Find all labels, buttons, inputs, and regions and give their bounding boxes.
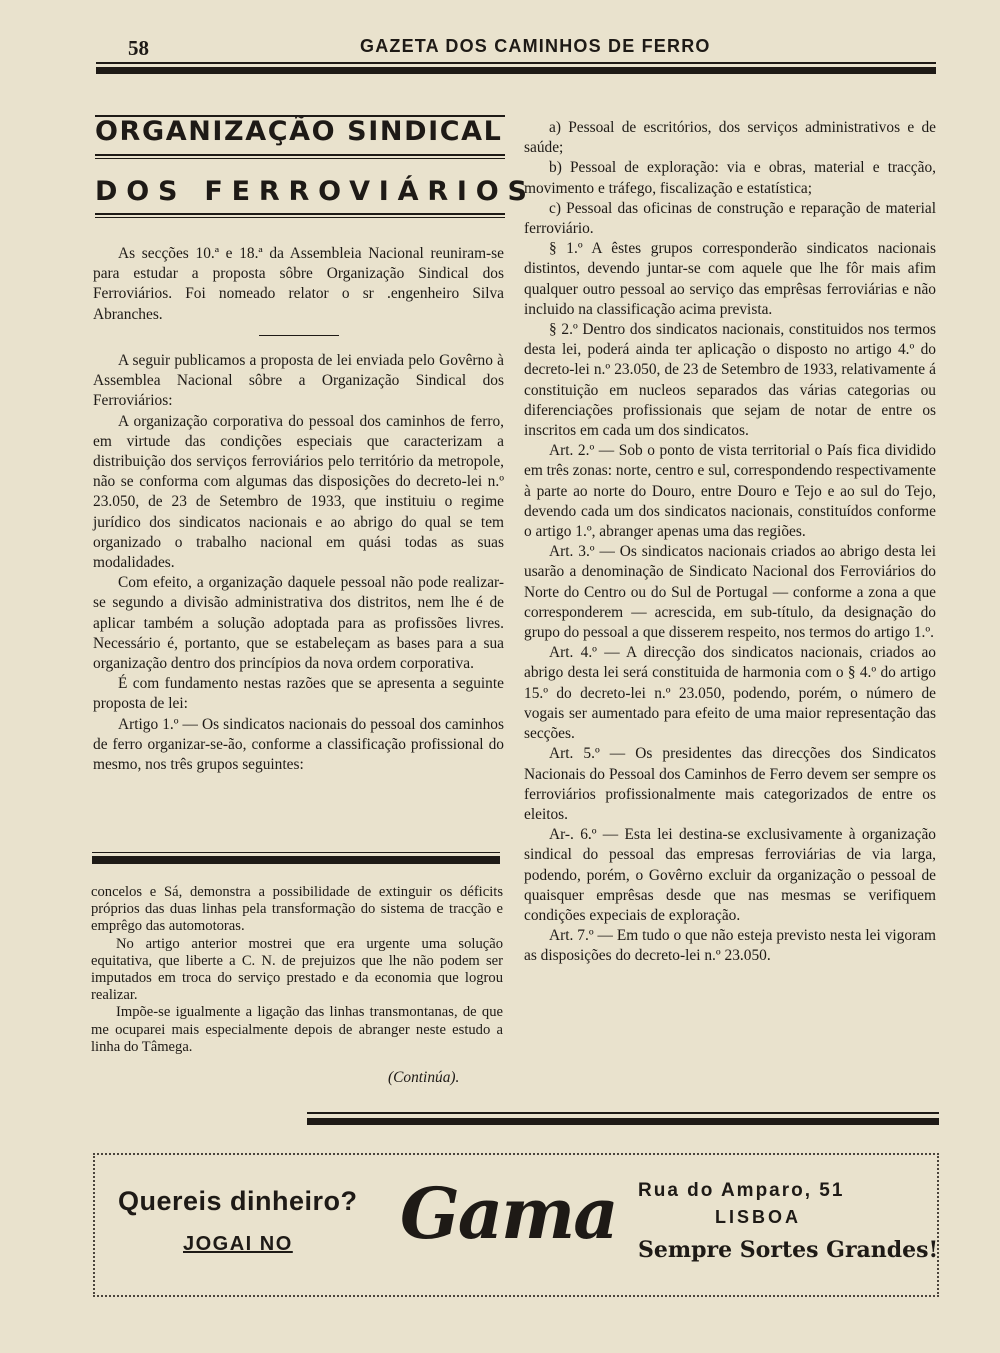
article-separator-thin — [92, 852, 500, 853]
article-title-line2: DOS FERROVIÁRIOS — [95, 176, 536, 207]
article-intro — [93, 244, 504, 325]
footer-rule-thick — [307, 1118, 939, 1125]
continued-paragraph: No artigo anterior mostrei que era urgente uma solução equitativa, que liberte a C. N. de prejuizos que lhe não podem ser imputados em troca do serviço prestado e da economia que logrou realizar. — [91, 935, 503, 1004]
intro-separator — [259, 335, 339, 336]
title-rule-bottom2 — [95, 217, 505, 218]
body-paragraph: É com fundamento nestas razões que se apresenta a seguinte proposta de lei: — [93, 675, 504, 713]
list-item-b: b) Pessoal de exploração: via e obras, material e tracção, movimento e tráfego, fiscalização e estatística; — [524, 159, 936, 197]
right-column — [524, 118, 936, 967]
continued-paragraph: concelos e Sá, demonstra a possibilidade de extinguir os déficits próprios das duas linhas pela transformação do sistema de tracção e emprêgo das automotoras. — [91, 884, 503, 935]
article-title-line1: ORGANIZAÇÃO SINDICAL — [95, 116, 503, 147]
intro-paragraph: As secções 10.ª e 18.ª da Assembleia Nacional reuniram-se para estudar a proposta sôbre Organização Sindical dos Ferroviários. Foi nomeado relator o sr .engenheiro Silva Abranches. — [93, 245, 504, 323]
article-7: Art. 7.º — Em tudo o que não esteja previsto nesta lei vigoram as disposições do decreto-lei n.º 23.050. — [524, 927, 936, 965]
body-paragraph: A seguir publicamos a proposta de lei enviada pelo Govêrno à Assemblea Nacional sôbre a Organização Sindical dos Ferroviários: — [93, 352, 504, 410]
article-4: Art. 4.º — A direcção dos sindicatos nacionais, criados ao abrigo desta lei será constituida de harmonia com o § 4.º do artigo 15.º do decreto-lei n.º 23.050, podendo, porém, o número de vogais ser aumentado para efeito de uma maior representação das secções. — [524, 644, 936, 743]
body-paragraph: A organização corporativa do pessoal dos caminhos de ferro, em virtude das condições especiais que caracterizam a distribuição dos serviços ferroviários pelo território da metropole, não se conforma com algumas das disposições do decreto-lei n.º 23.050, de 23 de Setembro de 1933, que instituiu o regime jurídico dos sindicatos nacionais e ao abrigo do qual se tem organizado o trabalho nacional em quási todas as suas modalidades. — [93, 412, 504, 572]
list-item-c: c) Pessoal das oficinas de construção e reparação de material ferroviário. — [524, 199, 936, 238]
header-rule-thick — [96, 67, 936, 74]
title-rule-mid1 — [95, 154, 505, 156]
title-rule-bottom1 — [95, 213, 505, 215]
continued-paragraph: Impõe-se igualmente a ligação das linhas transmontanas, de que me ocuparei mais especialmente depois de abranger neste estudo a linha do Tâmega. — [91, 1004, 503, 1055]
title-rule-mid2 — [95, 158, 505, 159]
continued-article — [91, 884, 503, 1056]
ad-headline: Quereis dinheiro? — [118, 1186, 358, 1216]
ad-address-street: Rua do Amparo, 51 — [638, 1180, 845, 1201]
article-2: Art. 2.º — Sob o ponto de vista territorial o País fica dividido em três zonas: norte, centro e sul, correspondendo respectivamente à parte ao norte do Douro, entre Douro e Tejo e ao sul do Tejo, devendo cada um dos sindicatos nacionais, constituídos conforme o artigo 1.º, abranger apenas uma das regiões. — [524, 442, 936, 541]
list-item-a: a) Pessoal de escritórios, dos serviços administrativos e de saúde; — [524, 119, 936, 157]
ad-logo: Gama — [400, 1172, 617, 1255]
body-paragraph: Com efeito, a organização daquele pessoal não pode realizar-se segundo a divisão administrativa dos distritos, nem lhe é de aplicar também a solução adoptada para as profissões livres. Necessário é, portanto, que se estabeleçam as bases para a sua organização dentro dos princípios da nova ordem corporativa. — [93, 574, 504, 673]
header-rule-thin — [96, 62, 936, 64]
body-paragraph: Artigo 1.º — Os sindicatos nacionais do pessoal dos caminhos de ferro organizar-se-ão, conforme a classificação profissional do mesmo, nos três grupos seguintes: — [93, 715, 504, 774]
article-5: Art. 5.º — Os presidentes das direcções dos Sindicatos Nacionais do Pessoal dos Caminhos de Ferro devem ser sempre os ferroviários profissionalmente mais categorizados de entre os eleitos. — [524, 745, 936, 823]
continued-label: (Continúa). — [388, 1069, 460, 1086]
ad-slogan: Sempre Sortes Grandes! — [638, 1237, 939, 1263]
running-title: GAZETA DOS CAMINHOS DE FERRO — [360, 36, 711, 56]
page-number: 58 — [128, 36, 149, 60]
ad-subline: JOGAI NO — [183, 1233, 293, 1255]
left-column — [93, 351, 504, 775]
article-6: Ar-. 6.º — Esta lei destina-se exclusivamente à organização sindical do pessoal das empresas ferroviárias de via larga, podendo, porém, o Govêrno excluir da organização o pessoal de quaisquer emprêsas desde que nas mesmas se verifiquem condições expeciais de exploração. — [524, 826, 936, 924]
section-1: § 1.º A êstes grupos corresponderão sindicatos nacionais distintos, devendo juntar-se com aquele que lhe fôr mais afim qualquer outro pessoal ao serviço das emprêsas ferroviárias e não incluido na classificação acima prevista. — [524, 240, 936, 318]
section-2: § 2.º Dentro dos sindicatos nacionais, constituidos nos termos desta lei, poderá ainda ter aplicação o disposto no artigo 4.º do decreto-lei n.º 23.050, de 23 de Setembro de 1933, relativamente á constituição em nucleos separados das várias categorias ou diferenciações profissionais que sejam de notar de entre os inscritos em cada um dos sindicatos. — [524, 321, 936, 440]
article-separator-thick — [92, 856, 500, 864]
ad-address-city: LISBOA — [715, 1207, 802, 1227]
footer-rule-thin — [307, 1112, 939, 1114]
article-3: Art. 3.º — Os sindicatos nacionais criados ao abrigo desta lei usarão a denominação de Sindicato Nacional dos Ferroviários do Norte do Centro ou do Sul de Portugal — conforme a zona a que corresponderem — acrescida, em sub-título, da designação do grupo do pessoal a que disserem respeito, nos termos do artigo 1.º. — [524, 543, 936, 642]
